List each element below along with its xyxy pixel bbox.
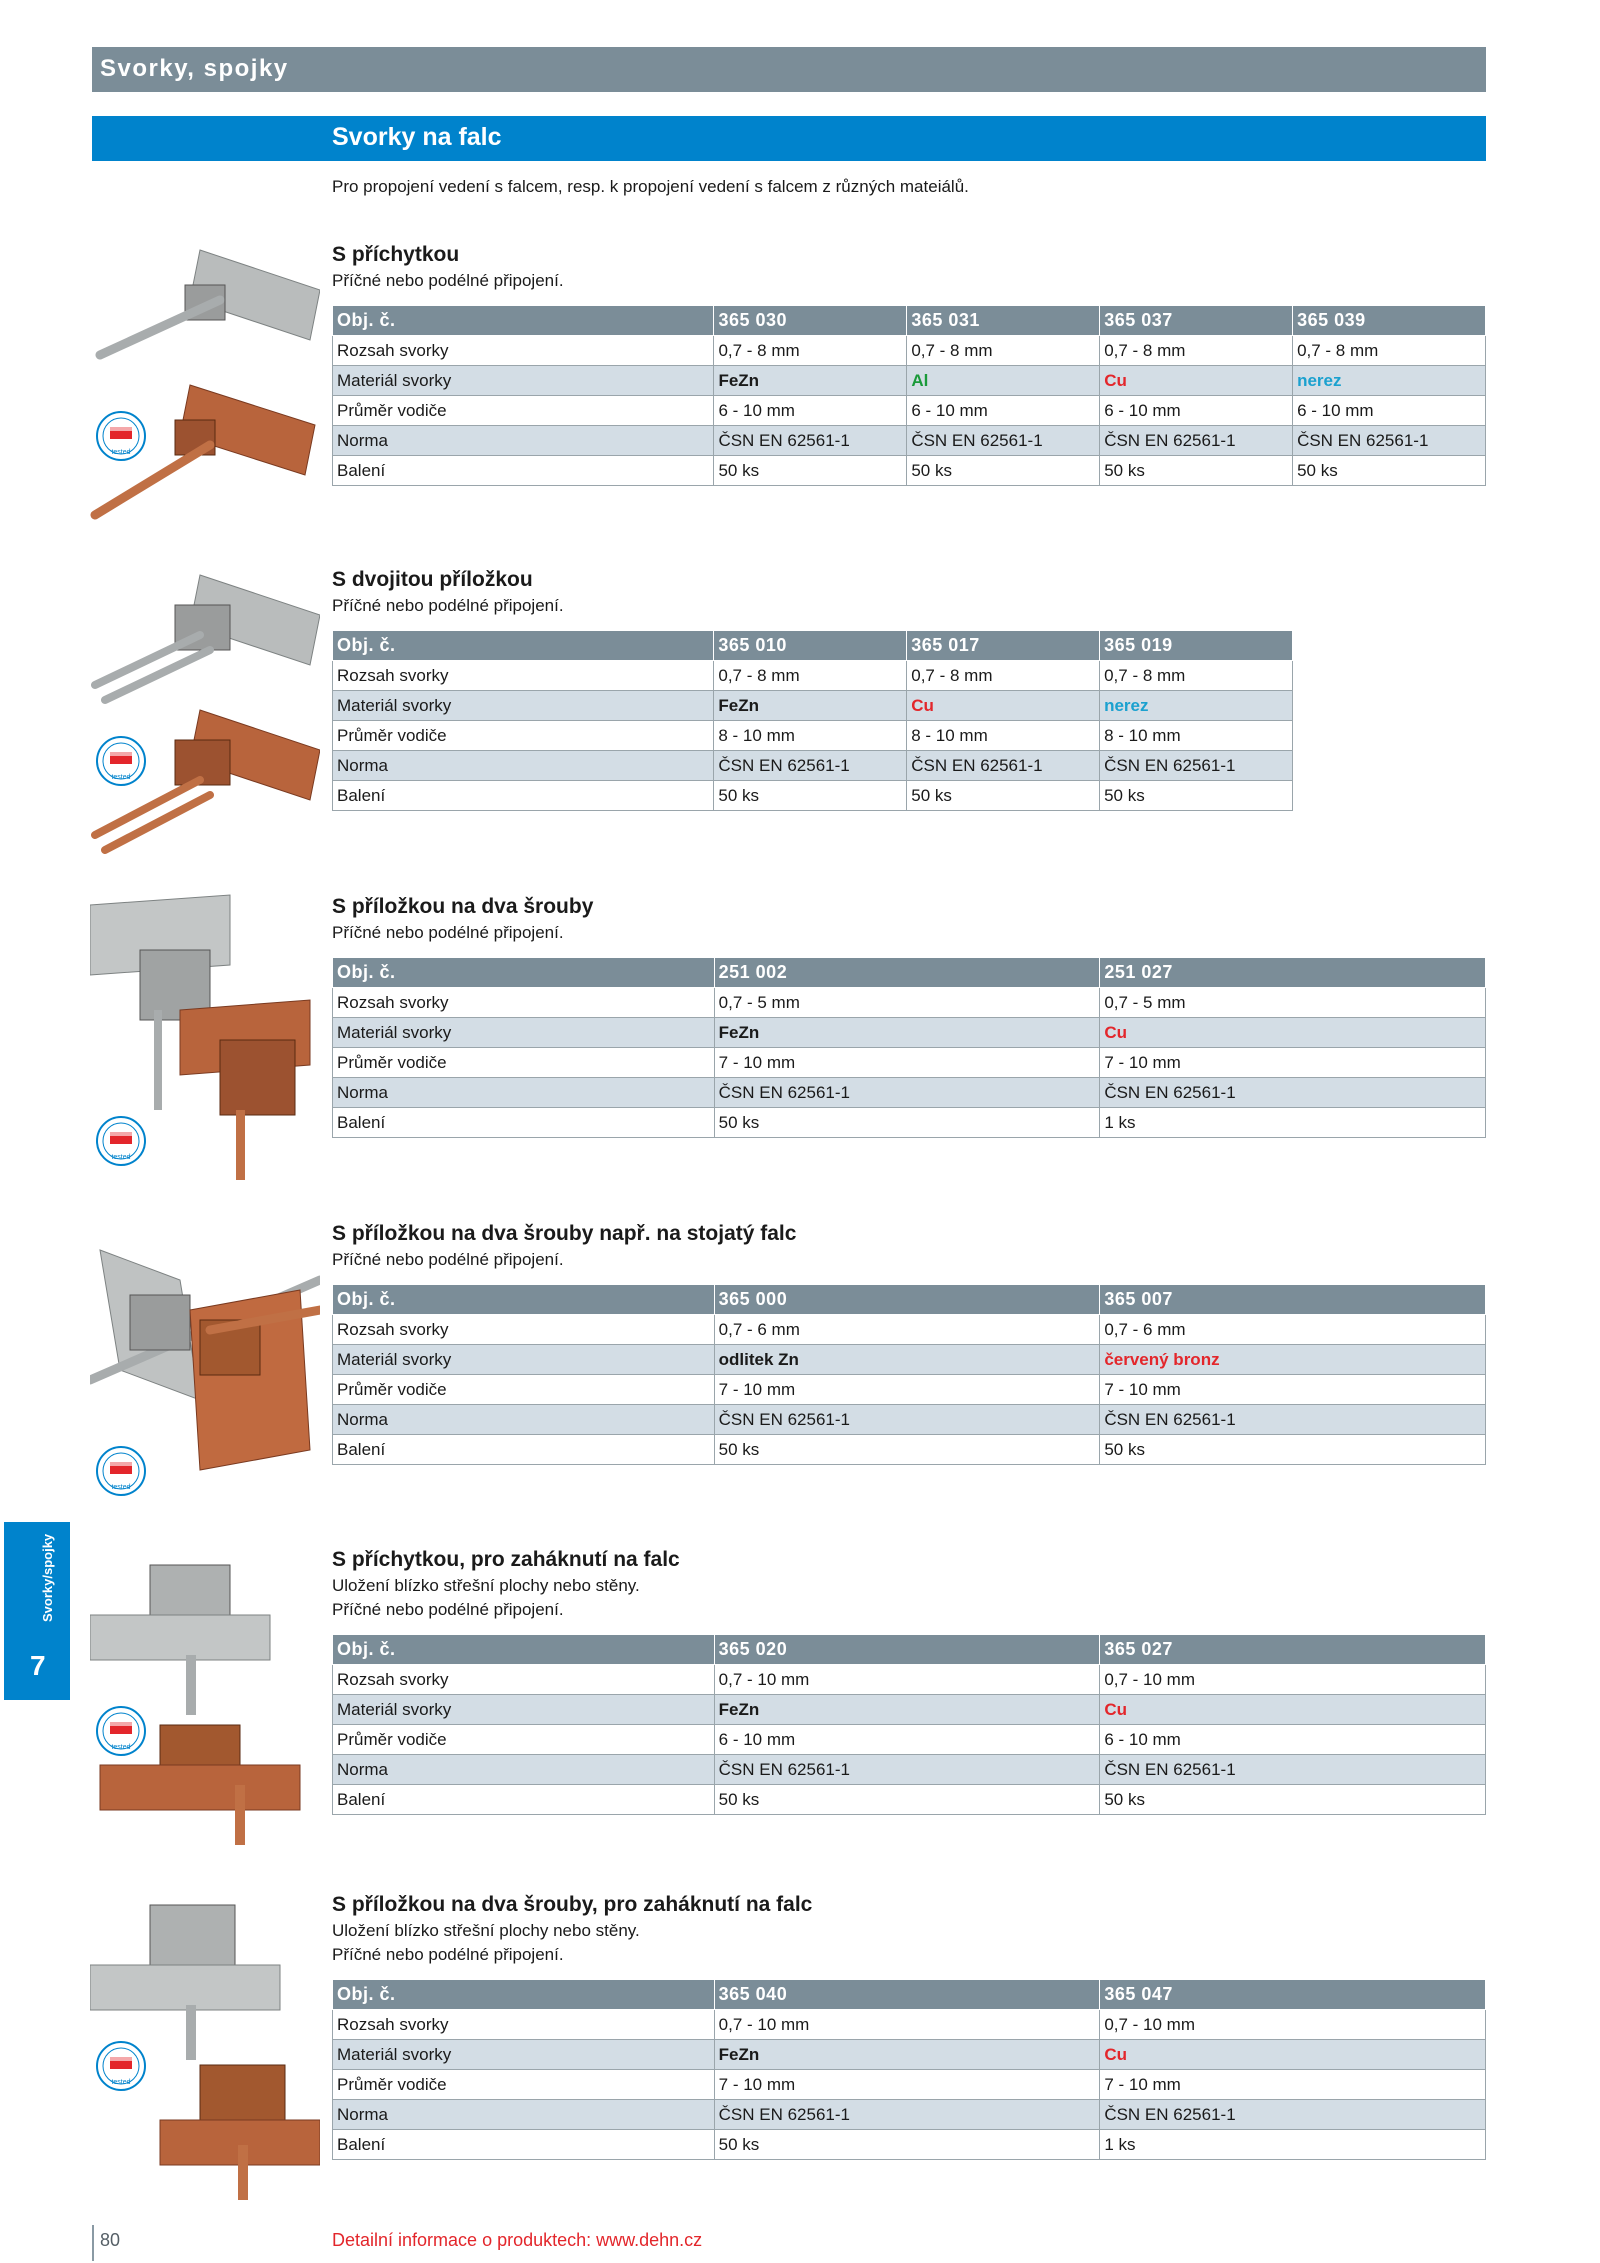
product-image-6 (90, 1895, 320, 2205)
order-number[interactable]: 365 031 (907, 306, 1100, 336)
table-cell: červený bronz (1100, 1345, 1486, 1375)
table-cell: 50 ks (714, 1785, 1100, 1815)
section-subtitle: Uložení blízko střešní plochy nebo stěny. (332, 1921, 640, 1940)
table-row (333, 1315, 1486, 1345)
table-cell: Cu (907, 691, 1100, 721)
table-cell: FeZn (714, 691, 907, 721)
order-number[interactable]: 251 002 (714, 958, 1100, 988)
table-row (333, 691, 1293, 721)
table-cell: Cu (1100, 2040, 1486, 2070)
table-row (333, 1375, 1486, 1405)
section-title: S příložkou na dva šrouby (332, 895, 594, 918)
table-cell: 7 - 10 mm (1100, 2070, 1486, 2100)
table-cell: 0,7 - 6 mm (714, 1315, 1100, 1345)
table-cell: 50 ks (907, 781, 1100, 811)
order-number[interactable]: 365 027 (1100, 1635, 1486, 1665)
table-row (333, 751, 1293, 781)
product-section (332, 893, 1486, 1138)
table-cell: 6 - 10 mm (1293, 396, 1486, 426)
row-label: Obj. č. (333, 306, 714, 336)
table-row (333, 988, 1486, 1018)
table-cell: 0,7 - 8 mm (1100, 336, 1293, 366)
table-row (333, 958, 1486, 988)
table-cell: Cu (1100, 366, 1293, 396)
row-label: Obj. č. (333, 631, 714, 661)
badge-text: tested (111, 1484, 131, 1491)
badge-text: tested (111, 449, 131, 456)
row-label: Norma (333, 2100, 715, 2130)
order-number[interactable]: 365 037 (1100, 306, 1293, 336)
row-label: Materiál svorky (333, 1345, 715, 1375)
table-cell: ČSN EN 62561-1 (1100, 1755, 1486, 1785)
row-label: Rozsah svorky (333, 661, 714, 691)
section-title: S příložkou na dva šrouby např. na stojatý falc (332, 1222, 797, 1245)
table-cell: ČSN EN 62561-1 (714, 1405, 1100, 1435)
footer-link[interactable]: Detailní informace o produktech: www.dehn.cz (332, 2230, 703, 2250)
table-cell: Cu (1100, 1695, 1486, 1725)
order-number[interactable]: 251 027 (1100, 958, 1486, 988)
section-subtitle: Uložení blízko střešní plochy nebo stěny. (332, 1576, 640, 1595)
row-label: Rozsah svorky (333, 2010, 715, 2040)
table-cell: 0,7 - 5 mm (714, 988, 1100, 1018)
row-label: Průměr vodiče (333, 396, 714, 426)
row-label: Materiál svorky (333, 691, 714, 721)
table-row (333, 781, 1293, 811)
order-number[interactable]: 365 039 (1293, 306, 1486, 336)
table-row (333, 631, 1293, 661)
table-cell: 50 ks (1100, 1785, 1486, 1815)
footer-divider (92, 2225, 94, 2261)
table-row (333, 1018, 1486, 1048)
table-cell: 6 - 10 mm (1100, 396, 1293, 426)
row-label: Materiál svorky (333, 1695, 715, 1725)
title-bar (92, 116, 1486, 161)
product-section (332, 1891, 1486, 2160)
table-cell: 7 - 10 mm (714, 1375, 1100, 1405)
order-number[interactable]: 365 030 (714, 306, 907, 336)
table-cell: 0,7 - 8 mm (907, 661, 1100, 691)
chapter-tab-label: Svorky/spojky (40, 1533, 55, 1622)
row-label: Rozsah svorky (333, 1665, 715, 1695)
table-cell: ČSN EN 62561-1 (1100, 751, 1293, 781)
row-label: Průměr vodiče (333, 1048, 715, 1078)
badge-text: tested (111, 2079, 131, 2086)
category-bar (92, 47, 1486, 92)
section-subtitle-2: Příčné nebo podélné připojení. (332, 1600, 564, 1619)
row-label: Balení (333, 1108, 715, 1138)
table-row (333, 1755, 1486, 1785)
table-row (333, 1435, 1486, 1465)
product-section (332, 241, 1486, 486)
table-cell: 50 ks (714, 781, 907, 811)
order-number[interactable]: 365 017 (907, 631, 1100, 661)
table-cell: 0,7 - 10 mm (714, 1665, 1100, 1695)
order-number[interactable]: 365 047 (1100, 1980, 1486, 2010)
table-row (333, 1285, 1486, 1315)
table-cell: ČSN EN 62561-1 (907, 426, 1100, 456)
table-row (333, 456, 1486, 486)
table-cell: 50 ks (1100, 1435, 1486, 1465)
table-cell: 1 ks (1100, 1108, 1486, 1138)
row-label: Materiál svorky (333, 2040, 715, 2070)
row-label: Průměr vodiče (333, 1725, 715, 1755)
section-subtitle: Příčné nebo podélné připojení. (332, 271, 564, 290)
chapter-tab-number: 7 (30, 1650, 46, 1681)
table-row (333, 306, 1486, 336)
row-label: Obj. č. (333, 1980, 715, 2010)
product-image-4 (90, 1240, 320, 1500)
badge-text: tested (111, 774, 131, 781)
table-row (333, 1108, 1486, 1138)
table-cell: 7 - 10 mm (1100, 1048, 1486, 1078)
intro-text: Pro propojení vedení s falcem, resp. k propojení vedení s falcem z různých mateiálů. (332, 177, 969, 196)
product-image-3 (90, 890, 320, 1180)
section-title: S příchytkou, pro zaháknutí na falc (332, 1548, 680, 1571)
table-row (333, 721, 1293, 751)
row-label: Norma (333, 1405, 715, 1435)
table-row (333, 1345, 1486, 1375)
table-row (333, 1695, 1486, 1725)
table-cell: FeZn (714, 1018, 1100, 1048)
table-row (333, 2070, 1486, 2100)
order-number[interactable]: 365 010 (714, 631, 907, 661)
product-section (332, 1546, 1486, 1815)
table-cell: 0,7 - 8 mm (714, 336, 907, 366)
table-row (333, 1665, 1486, 1695)
table-cell: 50 ks (1100, 781, 1293, 811)
table-cell: 50 ks (714, 1108, 1100, 1138)
table-cell: FeZn (714, 2040, 1100, 2070)
row-label: Balení (333, 2130, 715, 2160)
section-subtitle: Příčné nebo podélné připojení. (332, 1250, 564, 1269)
page-number: 80 (100, 2230, 121, 2250)
table-cell: 50 ks (907, 456, 1100, 486)
table-cell: FeZn (714, 366, 907, 396)
row-label: Balení (333, 781, 714, 811)
table-cell: 8 - 10 mm (714, 721, 907, 751)
table-cell: 0,7 - 10 mm (714, 2010, 1100, 2040)
table-cell: 8 - 10 mm (907, 721, 1100, 751)
row-label: Rozsah svorky (333, 336, 714, 366)
table-row (333, 2040, 1486, 2070)
table-cell: 7 - 10 mm (714, 1048, 1100, 1078)
row-label: Obj. č. (333, 1285, 715, 1315)
spec-table (332, 1284, 1486, 1465)
order-number[interactable]: 365 019 (1100, 631, 1293, 661)
table-cell: odlitek Zn (714, 1345, 1100, 1375)
row-label: Norma (333, 1078, 715, 1108)
section-title: S příchytkou (332, 243, 460, 266)
table-cell: 50 ks (714, 1435, 1100, 1465)
table-cell: 0,7 - 6 mm (1100, 1315, 1486, 1345)
spec-table (332, 957, 1486, 1138)
row-label: Obj. č. (333, 958, 715, 988)
row-label: Průměr vodiče (333, 1375, 715, 1405)
table-cell: 6 - 10 mm (714, 396, 907, 426)
table-row (333, 1635, 1486, 1665)
table-row (333, 1405, 1486, 1435)
section-title: S dvojitou příložkou (332, 568, 533, 591)
table-cell: ČSN EN 62561-1 (1100, 1078, 1486, 1108)
table-cell: 50 ks (714, 456, 907, 486)
category-title: Svorky, spojky (100, 55, 289, 82)
table-cell: ČSN EN 62561-1 (1100, 426, 1293, 456)
table-cell: 0,7 - 10 mm (1100, 2010, 1486, 2040)
table-row (333, 1980, 1486, 2010)
row-label: Balení (333, 1785, 715, 1815)
table-row (333, 366, 1486, 396)
row-label: Průměr vodiče (333, 721, 714, 751)
spec-table (332, 305, 1486, 486)
row-label: Balení (333, 1435, 715, 1465)
product-image-1 (90, 245, 320, 535)
table-cell: ČSN EN 62561-1 (1293, 426, 1486, 456)
table-row (333, 336, 1486, 366)
row-label: Materiál svorky (333, 1018, 715, 1048)
table-cell: 7 - 10 mm (714, 2070, 1100, 2100)
table-cell: 50 ks (1100, 456, 1293, 486)
table-cell: 6 - 10 mm (907, 396, 1100, 426)
row-label: Norma (333, 426, 714, 456)
spec-table (332, 1979, 1486, 2160)
row-label: Rozsah svorky (333, 988, 715, 1018)
table-cell: ČSN EN 62561-1 (714, 1755, 1100, 1785)
table-row (333, 396, 1486, 426)
table-cell: nerez (1293, 366, 1486, 396)
page-title: Svorky na falc (332, 123, 502, 151)
section-title: S příložkou na dva šrouby, pro zaháknutí na falc (332, 1893, 813, 1916)
row-label: Balení (333, 456, 714, 486)
table-cell: 6 - 10 mm (1100, 1725, 1486, 1755)
order-number[interactable]: 365 007 (1100, 1285, 1486, 1315)
row-label: Norma (333, 751, 714, 781)
spec-table (332, 1634, 1486, 1815)
product-image-2 (90, 570, 320, 860)
table-row (333, 1785, 1486, 1815)
table-cell: 6 - 10 mm (714, 1725, 1100, 1755)
chapter-tab[interactable] (4, 1522, 70, 1700)
row-label: Materiál svorky (333, 366, 714, 396)
table-row (333, 2130, 1486, 2160)
table-cell: 7 - 10 mm (1100, 1375, 1486, 1405)
table-cell: 0,7 - 8 mm (907, 336, 1100, 366)
table-cell: ČSN EN 62561-1 (714, 751, 907, 781)
table-cell: Cu (1100, 1018, 1486, 1048)
row-label: Rozsah svorky (333, 1315, 715, 1345)
row-label: Průměr vodiče (333, 2070, 715, 2100)
table-cell: 0,7 - 10 mm (1100, 1665, 1486, 1695)
table-cell: Al (907, 366, 1100, 396)
section-subtitle: Příčné nebo podélné připojení. (332, 596, 564, 615)
table-cell: 0,7 - 5 mm (1100, 988, 1486, 1018)
row-label: Obj. č. (333, 1635, 715, 1665)
table-cell: ČSN EN 62561-1 (714, 2100, 1100, 2130)
table-row (333, 1725, 1486, 1755)
table-cell: nerez (1100, 691, 1293, 721)
order-number[interactable]: 365 000 (714, 1285, 1100, 1315)
table-row (333, 426, 1486, 456)
table-row (333, 2100, 1486, 2130)
table-cell: 0,7 - 8 mm (1100, 661, 1293, 691)
table-cell: ČSN EN 62561-1 (714, 1078, 1100, 1108)
table-cell: 0,7 - 8 mm (714, 661, 907, 691)
section-subtitle: Příčné nebo podélné připojení. (332, 923, 564, 942)
table-cell: 50 ks (714, 2130, 1100, 2160)
table-row (333, 1048, 1486, 1078)
badge-text: tested (111, 1744, 131, 1751)
table-cell: ČSN EN 62561-1 (714, 426, 907, 456)
table-cell: 0,7 - 8 mm (1293, 336, 1486, 366)
table-row (333, 1078, 1486, 1108)
order-number[interactable]: 365 040 (714, 1980, 1100, 2010)
badge-text: tested (111, 1154, 131, 1161)
product-section (332, 566, 1486, 811)
table-cell: FeZn (714, 1695, 1100, 1725)
order-number[interactable]: 365 020 (714, 1635, 1100, 1665)
table-row (333, 2010, 1486, 2040)
table-cell: ČSN EN 62561-1 (1100, 1405, 1486, 1435)
table-cell: 50 ks (1293, 456, 1486, 486)
table-cell: ČSN EN 62561-1 (907, 751, 1100, 781)
table-cell: 8 - 10 mm (1100, 721, 1293, 751)
spec-table (332, 630, 1293, 811)
row-label: Norma (333, 1755, 715, 1785)
table-row (333, 661, 1293, 691)
table-cell: ČSN EN 62561-1 (1100, 2100, 1486, 2130)
product-image-5 (90, 1545, 320, 1845)
section-subtitle-2: Příčné nebo podélné připojení. (332, 1945, 564, 1964)
table-cell: 1 ks (1100, 2130, 1486, 2160)
product-section (332, 1220, 1486, 1465)
